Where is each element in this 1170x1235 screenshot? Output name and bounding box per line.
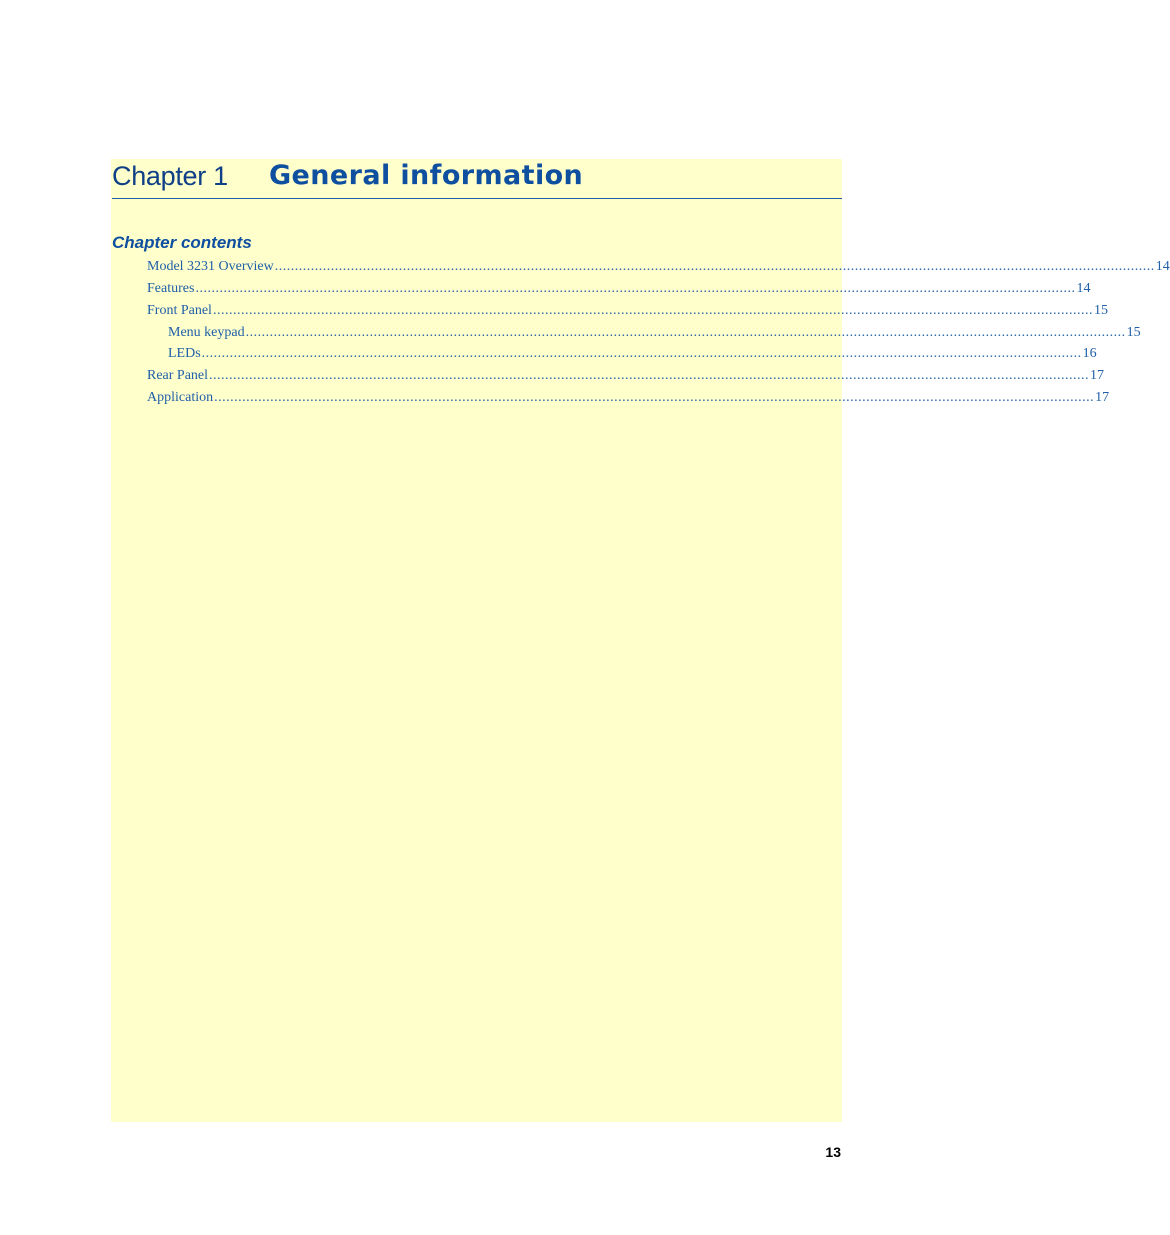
toc-leader-dots: ............................................................................................................................................................................................................................ (201, 346, 1082, 361)
toc-entry-text: Model 3231 Overview (147, 259, 274, 274)
toc-entry-page: 14 (1076, 281, 1091, 296)
toc-entry-page: 15 (1126, 325, 1141, 340)
toc-leader-dots: ............................................................................................................................................................................................................................ (195, 281, 1076, 296)
toc-entry-page: 16 (1082, 346, 1097, 361)
toc-leader-dots: ............................................................................................................................................................................................................................ (245, 325, 1126, 340)
toc-entry-rear-panel[interactable] (147, 368, 1105, 388)
toc-entry-front-panel[interactable] (147, 303, 1108, 323)
page-number: 13 (825, 1144, 841, 1160)
chapter-title: General information (269, 160, 584, 191)
toc-entry-leds[interactable] (168, 346, 1097, 366)
toc-entry-menu-keypad[interactable] (168, 325, 1141, 345)
toc-entry-text: LEDs (168, 346, 201, 361)
toc-entry-page: 14 (1155, 259, 1170, 274)
chapter-header (112, 159, 842, 199)
toc-entry-text: Menu keypad (168, 325, 245, 340)
toc-entry-page: 17 (1090, 368, 1105, 383)
toc-entry-application[interactable] (147, 390, 1110, 410)
toc-leader-dots: ............................................................................................................................................................................................................................ (209, 368, 1090, 383)
toc-entry-page: 15 (1093, 303, 1108, 318)
toc-leader-dots: ............................................................................................................................................................................................................................ (212, 303, 1093, 318)
toc-leader-dots: ............................................................................................................................................................................................................................ (214, 390, 1095, 405)
toc-entry-features[interactable] (147, 281, 1091, 301)
toc-entry-text: Application (147, 390, 214, 405)
toc-entry-page: 17 (1095, 390, 1110, 405)
toc-entry-model-overview[interactable] (147, 259, 1170, 279)
contents-heading: Chapter contents (112, 233, 252, 252)
toc-entry-text: Front Panel (147, 303, 212, 318)
toc-entry-text: Rear Panel (147, 368, 209, 383)
chapter-label: Chapter 1 (112, 161, 228, 191)
toc-entry-text: Features (147, 281, 195, 296)
toc-leader-dots: ............................................................................................................................................................................................................................ (274, 259, 1155, 274)
